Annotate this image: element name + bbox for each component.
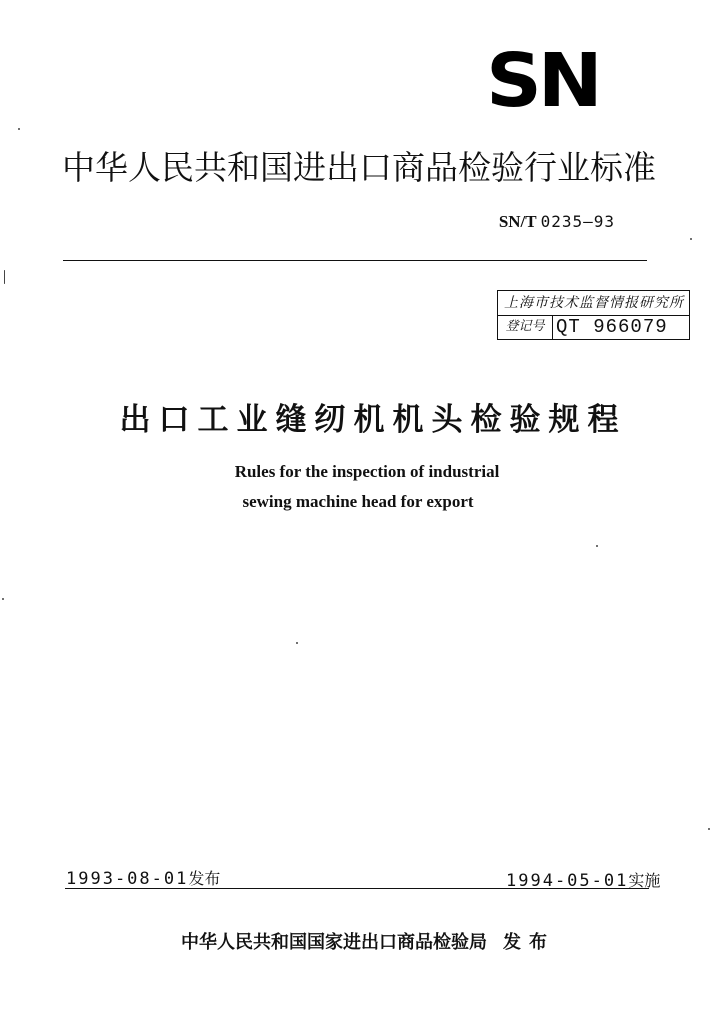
scan-speck (708, 828, 710, 830)
standard-category: 中华人民共和国进出口商品检验行业标准 (62, 148, 656, 187)
sn-logo: SN (486, 38, 599, 124)
footer-divider (65, 888, 649, 889)
registration-institute: 上海市技术监督情报研究所 (498, 291, 689, 316)
implementation-date-label: 实施 (628, 871, 661, 890)
standard-number-value: 0235—93 (540, 212, 615, 231)
scan-speck (18, 128, 20, 130)
issue-date-label: 发布 (188, 869, 221, 888)
registration-stamp (497, 290, 690, 340)
issue-date (66, 866, 220, 889)
implementation-date-value: 1994-05-01 (506, 871, 629, 891)
document-title-english-line2: sewing machine head for export (242, 492, 474, 511)
registration-number: QT 966079 (556, 316, 668, 338)
registration-label: 登记号 (498, 315, 553, 339)
header-divider (63, 260, 647, 261)
standard-number (400, 212, 615, 232)
document-title-english-line1: Rules for the inspection of industrial (234, 462, 500, 481)
scan-speck (690, 238, 692, 240)
standard-number-prefix: SN/T (498, 212, 537, 231)
publisher-verb: 发布 (503, 932, 555, 953)
scan-speck (2, 598, 4, 600)
scan-speck (4, 270, 5, 284)
scan-speck (296, 642, 298, 644)
issue-date-value: 1993-08-01 (66, 869, 189, 889)
publisher-line (0, 928, 716, 954)
scan-speck (596, 545, 598, 547)
publisher-name: 中华人民共和国国家进出口商品检验局 (181, 932, 487, 953)
document-title-chinese: 出口工业缝纫机机头检验规程 (119, 402, 627, 438)
